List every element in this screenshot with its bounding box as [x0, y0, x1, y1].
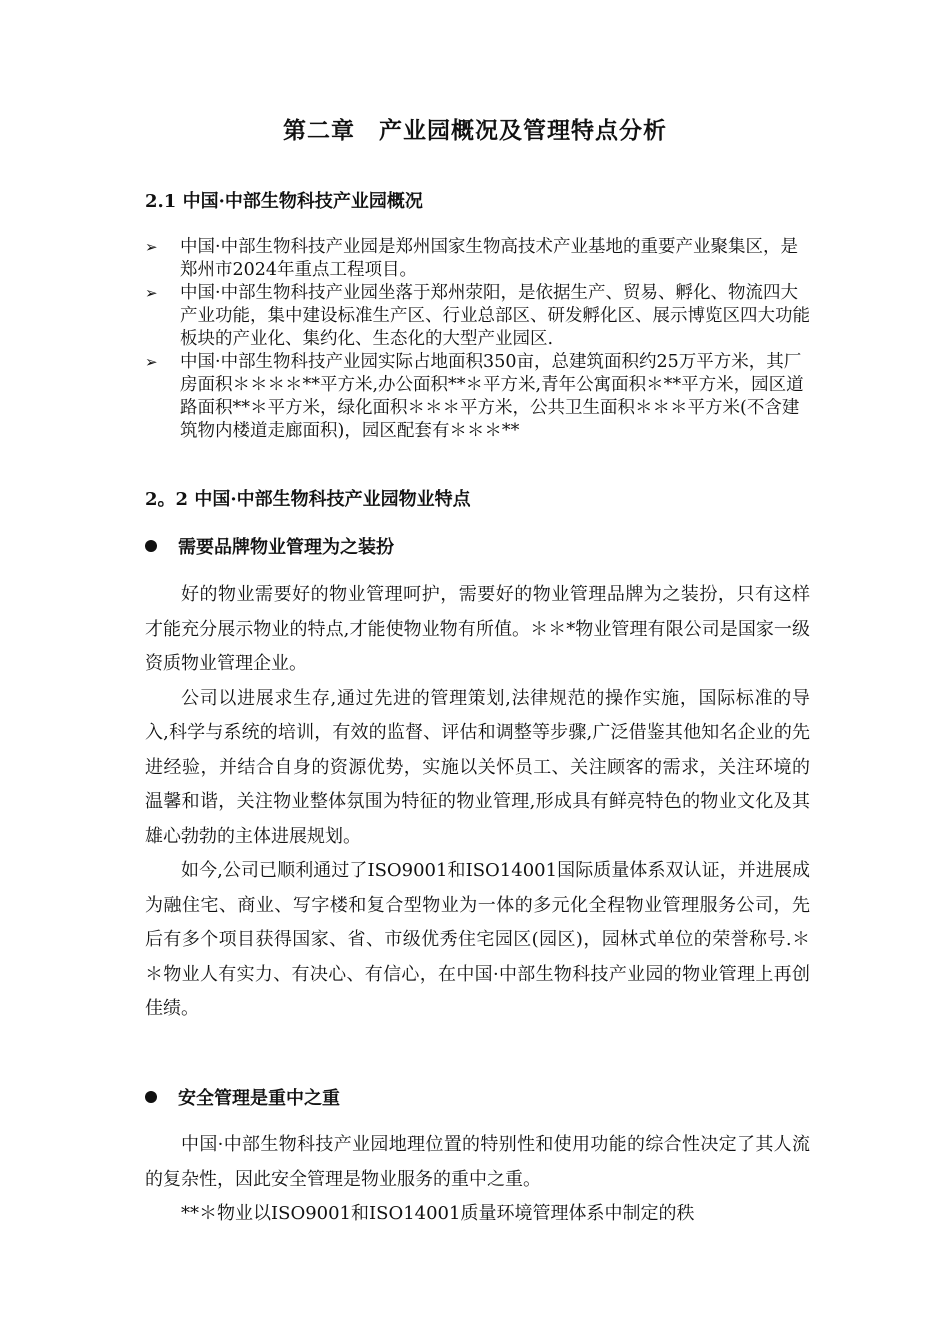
paragraph: 公司以进展求生存,通过先进的管理策划,法律规范的操作实施，国际标准的导入,科学与系统的培训，有效的监督、评估和调整等步骤,广泛借鉴其他知名企业的先进经验，并结合自身的资源优势，实施以关怀员工、关注顾客的需求，关注环境的温馨和谐，关注物业整体氛围为特征的物业管理,形成具有鲜亮特色的物业文化及其雄心勃勃的主体进展规划。	[145, 687, 810, 847]
paragraph: 如今,公司已顺利通过了ISO9001和ISO14001国际质量体系双认证，并进展成为融住宅、商业、写字楼和复合型物业为一体的多元化全程物业管理服务公司，先后有多个项目获得国家、省、市级优秀住宅园区(园区)，园林式单位的荣誉称号.＊＊物业人有实力、有决心、有信心，在中国·中部生物科技产业园的物业管理上再创佳绩。	[145, 860, 810, 1019]
section-heading-2-1: 2.1 中国·中部生物科技产业园概况	[145, 191, 423, 212]
list-item	[145, 236, 810, 282]
arrow-bullet-icon: ➢	[145, 238, 158, 256]
paragraph: 好的物业需要好的物业管理呵护，需要好的物业管理品牌为之装扮，只有这样才能充分展示物业的特点,才能使物业物有所值。＊＊*物业管理有限公司是国家一级资质物业管理企业。	[145, 584, 810, 674]
list-item	[145, 282, 810, 351]
subheading-brand-management	[145, 535, 394, 561]
arrow-bullet-icon: ➢	[145, 284, 158, 302]
bullet-dot-icon	[145, 540, 157, 552]
paragraph: 中国·中部生物科技产业园地理位置的特别性和使用功能的综合性决定了其人流的复杂性，因此安全管理是物业服务的重中之重。	[145, 1134, 810, 1190]
brand-management-body	[145, 578, 810, 1027]
overview-list	[145, 236, 810, 443]
list-item-text: 中国·中部生物科技产业园实际占地面积350亩，总建筑面积约25万平方米，其厂房面积＊＊＊＊**平方米,办公面积**＊平方米,青年公寓面积＊**平方米，园区道路面积**＊平方米，绿化面积＊＊＊平方米，公共卫生面积＊＊＊平方米(不含建筑物内楼道走廊面积)，园区配套有＊＊＊**	[180, 352, 804, 441]
list-item-text: 中国·中部生物科技产业园坐落于郑州荥阳，是依据生产、贸易、孵化、物流四大产业功能，集中建设标准生产区、行业总部区、研发孵化区、展示博览区四大功能板块的产业化、集约化、生态化的大型产业园区.	[180, 283, 810, 349]
subheading-safety-management	[145, 1086, 340, 1112]
section-heading-2-2: 2。2 中国·中部生物科技产业园物业特点	[145, 489, 471, 510]
subheading-text: 安全管理是重中之重	[178, 1088, 340, 1109]
subheading-text: 需要品牌物业管理为之装扮	[178, 537, 394, 558]
chapter-title: 第二章 产业园概况及管理特点分析	[283, 117, 667, 144]
arrow-bullet-icon: ➢	[145, 353, 158, 371]
list-item-text: 中国·中部生物科技产业园是郑州国家生物高技术产业基地的重要产业聚集区，是郑州市2024年重点工程项目。	[180, 237, 799, 280]
list-item	[145, 351, 810, 443]
bullet-dot-icon	[145, 1091, 157, 1103]
paragraph: **＊物业以ISO9001和ISO14001质量环境管理体系中制定的秩	[181, 1203, 695, 1224]
safety-management-body	[145, 1128, 810, 1232]
